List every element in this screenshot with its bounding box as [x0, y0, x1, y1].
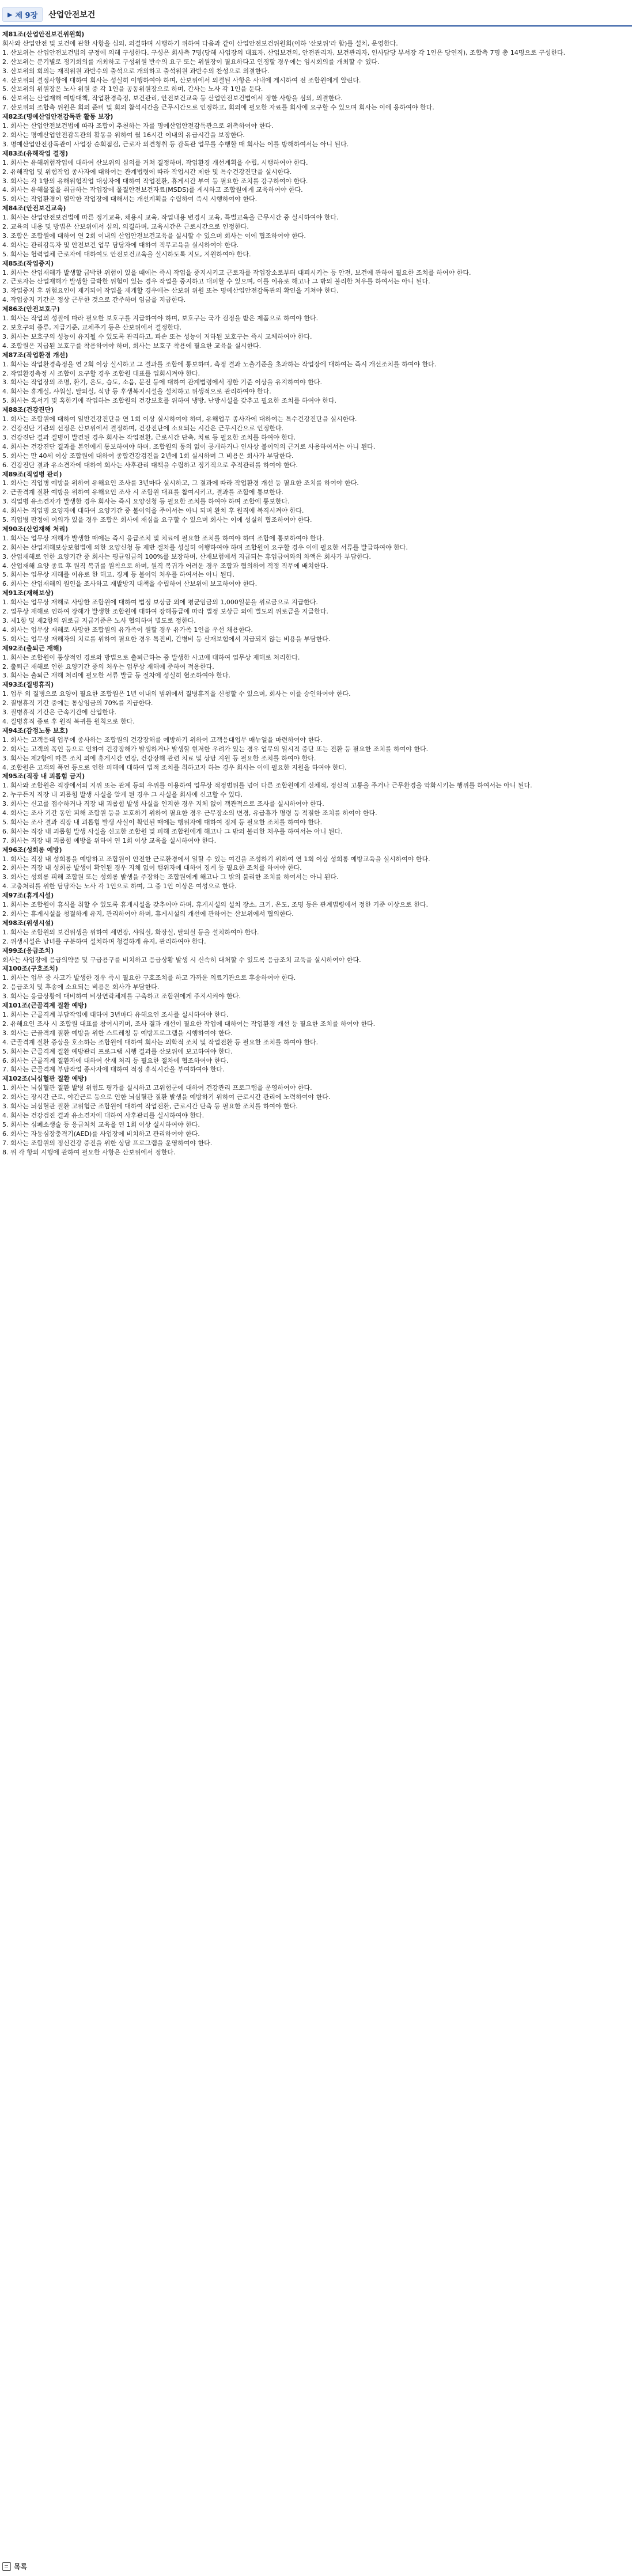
list-link[interactable]: 목록: [14, 2562, 28, 2571]
paragraph-line: 4. 산보위의 결정사항에 대하여 회사는 성실히 이행하여야 하며, 산보위에서 의결된 사항은 사내에 게시하여 전 조합원에게 알린다.: [2, 76, 361, 84]
paragraph-line: 3. 직업병 유소견자가 발생한 경우 회사는 즉시 요양신청 등 필요한 조치를 하여야 하며 조합에 통보한다.: [2, 498, 290, 506]
paragraph-line: 4. 고충처리를 위한 담당자는 노사 각 1인으로 하며, 그 중 1인 이상은 여성으로 한다.: [2, 882, 237, 891]
paragraph-line: 2. 회사는 장시간 근로, 야간근로 등으로 인한 뇌심혈관 질환 발생을 예방하기 위하여 근로시간 관리에 노력하여야 한다.: [2, 1093, 331, 1101]
article-heading: 제90조(산업재해 처리): [2, 525, 69, 533]
paragraph-line: 2. 위생시설은 남녀를 구분하여 설치하며 청결하게 유지, 관리하여야 한다.: [2, 937, 206, 945]
paragraph-line: 3. 회사는 출퇴근 재해 처리에 필요한 서류 발급 등 절차에 성실히 협조하여야 한다.: [2, 672, 230, 680]
paragraph-line: 3. 건강진단 결과 질병이 발견된 경우 회사는 작업전환, 근로시간 단축, 치료 등 필요한 조치를 하여야 한다.: [2, 433, 296, 441]
article-heading: 제81조(산업안전보건위원회): [2, 31, 85, 38]
paragraph-line: 4. 회사는 건강검진 결과 유소견자에 대하여 사후관리를 실시하여야 한다.: [2, 1111, 205, 1119]
chapter-badge: [2, 7, 43, 22]
paragraph-line: 2. 회사는 휴게시설을 청결하게 유지, 관리하여야 하며, 휴게시설의 개선에 관하여는 산보위에서 협의한다.: [2, 910, 294, 918]
paragraph-line: 1. 회사는 직장 내 성희롱을 예방하고 조합원이 안전한 근로환경에서 일할 수 있는 여건을 조성하기 위하여 연 1회 이상 성희롱 예방교육을 실시하여야 한다.: [2, 855, 430, 863]
paragraph-line: 3. 회사는 응급상황에 대비하여 비상연락체계를 구축하고 조합원에게 주지시켜야 한다.: [2, 992, 241, 1001]
paragraph-line: 2. 회사는 직장 내 성희롱 발생이 확인된 경우 지체 없이 행위자에 대하여 징계 등 필요한 조치를 하여야 한다.: [2, 864, 302, 872]
paragraph-line: 2. 근로자는 산업재해가 발생할 급박한 위험이 있는 경우 작업을 중지하고 대피할 수 있으며, 이를 이유로 해고나 그 밖의 불리한 처우를 하여서는 아니 된다.: [2, 278, 430, 286]
paragraph-line: 7. 회사는 근골격계 부담작업 종사자에 대하여 적정 휴식시간을 부여하여야 한다.: [2, 1066, 225, 1074]
paragraph-line: 1. 회사는 작업의 성질에 따라 필요한 보호구를 지급하여야 하며, 보호구는 국가 검정을 받은 제품으로 하여야 한다.: [2, 315, 319, 323]
paragraph-line: 3. 산업재해로 인한 요양기간 중 회사는 평균임금의 100%를 보장하며, 산재보험에서 지급되는 휴업급여와의 차액은 회사가 부담한다.: [2, 552, 371, 560]
article-heading: 제102조(뇌심혈관 질환 예방): [2, 1075, 87, 1083]
paragraph-line: 3. 회사는 뇌심혈관 질환 고위험군 조합원에 대하여 작업전환, 근로시간 단축 등 필요한 조치를 하여야 한다.: [2, 1103, 298, 1111]
article-heading: 제95조(직장 내 괴롭힘 금지): [2, 772, 85, 781]
paragraph-line: 4. 회사는 직업병 요양자에 대하여 요양기간 중 불이익을 주어서는 아니 되며 완치 후 원직에 복직시켜야 한다.: [2, 507, 304, 515]
paragraph-line: 2. 누구든지 직장 내 괴롭힘 발생 사실을 알게 된 경우 그 사실을 회사에 신고할 수 있다.: [2, 791, 243, 799]
paragraph-line: 1. 회사는 산업재해가 발생할 급박한 위험이 있을 때에는 즉시 작업을 중지시키고 근로자를 작업장소로부터 대피시키는 등 안전, 보건에 관하여 필요한 조치를 하여야 한다.: [2, 268, 471, 276]
chapter-number: 제 9장: [15, 11, 38, 20]
footer: [2, 2560, 27, 2573]
paragraph-line: 1. 회사는 조합원에 대하여 일반건강진단을 연 1회 이상 실시하여야 하며, 유해업무 종사자에 대하여는 특수건강진단을 실시한다.: [2, 415, 357, 423]
list-icon[interactable]: [2, 2562, 11, 2571]
paragraph-line: 6. 건강진단 결과 유소견자에 대하여 회사는 사후관리 대책을 수립하고 정기적으로 추적관리를 하여야 한다.: [2, 461, 298, 469]
paragraph-line: 1. 회사는 뇌심혈관 질환 발병 위험도 평가를 실시하고 고위험군에 대하여 건강관리 프로그램을 운영하여야 한다.: [2, 1084, 312, 1092]
article-heading: 제99조(응급조치): [2, 946, 54, 954]
article-heading: 제97조(휴게시설): [2, 892, 54, 900]
article-heading: 제93조(질병휴직): [2, 681, 54, 689]
paragraph-line: 2. 회사는 고객의 폭언 등으로 인하여 건강장해가 발생하거나 발생할 현저한 우려가 있는 경우 업무의 일시적 중단 또는 전환 등 필요한 조치를 하여야 한다.: [2, 745, 429, 753]
paragraph-line: 2. 산보위는 분기별로 정기회의를 개최하고 구성위원 반수의 요구 또는 위원장이 필요하다고 인정할 경우에는 임시회의를 개최할 수 있다.: [2, 58, 380, 66]
paragraph-line: 5. 회사는 심폐소생술 등 응급처치 교육을 연 1회 이상 실시하여야 한다.: [2, 1120, 200, 1128]
paragraph-line: 3. 회사는 보호구의 성능이 유지될 수 있도록 관리하고, 파손 또는 성능이 저하된 보호구는 즉시 교체하여야 한다.: [2, 332, 312, 340]
article-heading: 제86조(안전보호구): [2, 305, 60, 313]
paragraph-line: 6. 산보위는 산업재해 예방대책, 작업환경측정, 보건관리, 안전보건교육 등 산업안전보건법에서 정한 사항을 심의, 의결한다.: [2, 94, 343, 103]
article-heading: 제84조(안전보건교육): [2, 204, 66, 213]
paragraph-line: 4. 회사는 관리감독자 및 안전보건 업무 담당자에 대하여 직무교육을 실시하여야 한다.: [2, 241, 239, 249]
paragraph-line: 5. 회사는 근골격계 질환 예방관리 프로그램 시행 결과를 산보위에 보고하여야 한다.: [2, 1047, 233, 1055]
paragraph-line: 1. 회사는 업무 중 사고가 발생한 경우 즉시 필요한 구호조치를 하고 가까운 의료기관으로 후송하여야 한다.: [2, 974, 296, 982]
paragraph-line: 1. 회사는 산업안전보건법에 따라 조합이 추천하는 자를 명예산업안전감독관으로 위촉하여야 한다.: [2, 122, 274, 130]
paragraph-line: 1. 회사는 업무상 재해가 발생한 때에는 즉시 응급조치 및 치료에 필요한 조치를 하여야 하며 조합에 통보하여야 한다.: [2, 534, 324, 542]
paragraph-line: 1. 회사는 산업안전보건법에 따른 정기교육, 채용시 교육, 작업내용 변경시 교육, 특별교육을 근무시간 중 실시하여야 한다.: [2, 214, 339, 222]
paragraph-line: 4. 산업재해 요양 종료 후 원직 복귀를 원칙으로 하며, 원직 복귀가 어려운 경우 조합과 협의하여 적정 직무에 배치한다.: [2, 562, 328, 570]
paragraph-line: 3. 회사는 작업장의 조명, 환기, 온도, 습도, 소음, 분진 등에 대하여 관계법령에서 정한 기준 이상을 유지하여야 한다.: [2, 378, 322, 387]
paragraph-line: 3. 조합은 조합원에 대하여 연 2회 이내의 산업안전보건교육을 실시할 수 있으며 회사는 이에 협조하여야 한다.: [2, 232, 306, 240]
article-heading: 제96조(성희롱 예방): [2, 846, 62, 854]
paragraph-line: 5. 회사는 만 40세 이상 조합원에 대하여 종합건강검진을 2년에 1회 실시하며 그 비용은 회사가 부담한다.: [2, 452, 294, 460]
article-heading: 제88조(건강진단): [2, 406, 54, 414]
article-heading: 제94조(감정노동 보호): [2, 726, 69, 734]
paragraph-line: 5. 회사는 협력업체 근로자에 대하여도 안전보건교육을 실시하도록 지도, 지원하여야 한다.: [2, 250, 251, 258]
paragraph-line: 5. 회사는 작업환경이 열악한 작업장에 대해서는 개선계획을 수립하여 즉시 시행하여야 한다.: [2, 195, 258, 203]
paragraph-line: 4. 조합원은 고객의 폭언 등으로 인한 피해에 대하여 법적 조치를 취하고자 하는 경우 회사는 이에 필요한 지원을 하여야 한다.: [2, 763, 347, 771]
paragraph-line: 2. 질병휴직 기간 중에는 통상임금의 70%를 지급한다.: [2, 699, 153, 707]
paragraph-line: 3. 작업중지 후 위험요인이 제거되어 작업을 재개할 경우에는 산보위 위원 또는 명예산업안전감독관의 확인을 거쳐야 한다.: [2, 287, 339, 295]
article-heading: 제91조(재해보상): [2, 589, 54, 597]
paragraph-line: 2. 유해작업 및 위험작업 종사자에 대하여는 관계법령에 따라 작업시간 제한 및 특수건강진단을 실시한다.: [2, 168, 292, 176]
paragraph-line: 6. 회사는 근골격계 질환자에 대하여 산재 처리 등 필요한 절차에 협조하여야 한다.: [2, 1056, 229, 1065]
paragraph-line: 3. 회사는 성희롱 피해 조합원 또는 성희롱 발생을 주장하는 조합원에게 해고나 그 밖의 불리한 조치를 하여서는 아니 된다.: [2, 873, 339, 881]
paragraph-line: 3. 명예산업안전감독관이 사업장 순회점검, 근로자 의견청취 등 감독관 업무를 수행할 때 회사는 이를 방해하여서는 아니 된다.: [2, 140, 349, 148]
paragraph-line: 1. 회사는 근골격계 부담작업에 대하여 3년마다 유해요인 조사를 실시하여야 한다.: [2, 1010, 229, 1018]
paragraph-line: 2. 근골격계 질환 예방을 위하여 유해요인 조사 시 조합원 대표를 참여시키고, 결과를 조합에 통보한다.: [2, 488, 283, 497]
chapter-title: 산업안전보건: [48, 10, 96, 20]
paragraph-line: 2. 건강진단 기관의 선정은 산보위에서 결정하며, 건강진단에 소요되는 시간은 근무시간으로 인정한다.: [2, 424, 284, 432]
paragraph-line: 1. 회사는 업무상 재해로 사망한 조합원에 대하여 법정 보상금 외에 평균임금의 1,000일분을 위로금으로 지급한다.: [2, 598, 318, 607]
section-header: [0, 5, 95, 24]
paragraph-line: 1. 회사는 직업병 예방을 위하여 유해요인 조사를 3년마다 실시하고, 그 결과에 따라 작업환경 개선 등 필요한 조치를 하여야 한다.: [2, 479, 359, 487]
article-heading: 제82조(명예산업안전감독관 활동 보장): [2, 113, 113, 121]
paragraph-line: 2. 업무상 재해로 인하여 장해가 발생한 조합원에 대하여 장해등급에 따라 법정 보상금 외에 별도의 위로금을 지급한다.: [2, 608, 328, 616]
header-divider: [0, 25, 632, 26]
article-heading: 제100조(구호조치): [2, 965, 58, 973]
paragraph-line: 8. 위 각 항의 시행에 관하여 필요한 사항은 산보위에서 정한다.: [2, 1148, 176, 1156]
paragraph-line: 1. 회사는 고객응대 업무에 종사하는 조합원의 건강장해를 예방하기 위하여 고객응대업무 매뉴얼을 마련하여야 한다.: [2, 736, 323, 744]
paragraph-line: 2. 응급조치 및 후송에 소요되는 비용은 회사가 부담한다.: [2, 983, 160, 991]
document-body: [2, 30, 629, 2553]
paragraph-line: 회사는 사업장에 응급의약품 및 구급용구를 비치하고 응급상황 발생 시 신속히 대처할 수 있도록 응급조치 교육을 실시하여야 한다.: [2, 956, 361, 964]
paragraph-line: 4. 조합원은 지급된 보호구를 착용하여야 하며, 회사는 보호구 착용에 필요한 교육을 실시한다.: [2, 342, 262, 350]
triangle-bullet-icon: ▶: [7, 10, 13, 18]
paragraph-line: 2. 보호구의 종류, 지급기준, 교체주기 등은 산보위에서 결정한다.: [2, 324, 182, 331]
article-heading: 제83조(유해작업 결정): [2, 149, 69, 157]
article-heading: 제101조(근골격계 질환 예방): [2, 1002, 87, 1010]
paragraph-line: 5. 직업병 판정에 이의가 있을 경우 조합은 회사에 재심을 요구할 수 있으며 회사는 이에 성실히 협조하여야 한다.: [2, 516, 312, 524]
paragraph-line: 1. 회사와 조합원은 직장에서의 지위 또는 관계 등의 우위를 이용하여 업무상 적정범위를 넘어 다른 조합원에게 신체적, 정신적 고통을 주거나 근무환경을 악화시키는 행위를 하여서는 아니 된다.: [2, 782, 532, 790]
paragraph-line: 4. 회사는 유해물질을 취급하는 작업장에 물질안전보건자료(MSDS)를 게시하고 조합원에게 교육하여야 한다.: [2, 186, 303, 194]
paragraph-line: 1. 회사는 조합원이 휴식을 취할 수 있도록 휴게시설을 갖추어야 하며, 휴게시설의 설치 장소, 크기, 온도, 조명 등은 관계법령에서 정한 기준 이상으로 한다.: [2, 901, 428, 909]
article-heading: 제85조(작업중지): [2, 259, 54, 267]
paragraph-line: 6. 회사는 자동심장충격기(AED)를 사업장에 비치하고 관리하여야 한다.: [2, 1130, 200, 1138]
paragraph-line: 3. 회사는 근골격계 질환 예방을 위한 스트레칭 등 예방프로그램을 시행하여야 한다.: [2, 1029, 233, 1037]
article-heading: 제92조(출퇴근 재해): [2, 644, 62, 652]
paragraph-line: 3. 회사는 신고를 접수하거나 직장 내 괴롭힘 발생 사실을 인지한 경우 지체 없이 객관적으로 조사를 실시하여야 한다.: [2, 800, 324, 808]
paragraph-line: 3. 산보위의 회의는 재적위원 과반수의 출석으로 개의하고 출석위원 과반수의 찬성으로 의결한다.: [2, 67, 270, 75]
paragraph-line: 4. 회사는 휴게실, 샤워실, 탈의실, 식당 등 후생복지시설을 설치하고 위생적으로 관리하여야 한다.: [2, 388, 271, 396]
paragraph-line: 4. 회사는 건강진단 결과를 본인에게 통보하여야 하며, 조합원의 동의 없이 공개하거나 인사상 불이익의 근거로 사용하여서는 아니 된다.: [2, 442, 376, 450]
paragraph-line: 1. 회사는 작업환경측정을 연 2회 이상 실시하고 그 결과를 조합에 통보하며, 측정 결과 노출기준을 초과하는 작업장에 대하여는 즉시 개선조치를 하여야 한다.: [2, 360, 437, 368]
paragraph-line: 3. 회사는 각 1항의 유해위험작업 대상자에 대하여 작업전환, 휴게시간 부여 등 필요한 조치를 강구하여야 한다.: [2, 177, 308, 185]
paragraph-line: 2. 출퇴근 재해로 인한 요양기간 중의 처우는 업무상 재해에 준하여 적용한다.: [2, 662, 214, 670]
paragraph-line: 2. 교육의 내용 및 방법은 산보위에서 심의, 의결하며, 교육시간은 근로시간으로 인정한다.: [2, 223, 249, 231]
paragraph-line: 5. 회사는 혹서기 및 혹한기에 작업하는 조합원의 건강보호를 위하여 냉방, 난방시설을 갖추고 필요한 조치를 하여야 한다.: [2, 397, 336, 405]
paragraph-line: 1. 산보위는 산업안전보건법의 규정에 의해 구성한다. 구성은 회사측 7명(당해 사업장의 대표자, 산업보건의, 안전관리자, 보건관리자, 인사담당 부서장 각 1인은 당연직), 조합측 7명 총 14명으로 구성한다.: [2, 48, 566, 56]
paragraph-line: 7. 회사는 직장 내 괴롭힘 예방을 위하여 연 1회 이상 교육을 실시하여야 한다.: [2, 836, 217, 844]
paragraph-line: 4. 질병휴직 종료 후 원직 복귀를 원칙으로 한다.: [2, 717, 135, 725]
article-heading: 제98조(위생시설): [2, 919, 54, 927]
paragraph-line: 7. 회사는 조합원의 정신건강 증진을 위한 상담 프로그램을 운영하여야 한다.: [2, 1139, 213, 1147]
paragraph-line: 7. 산보위의 조합측 위원은 회의 준비 및 회의 참석시간을 근무시간으로 인정하고, 회의에 필요한 자료를 회사에 요구할 수 있으며 회사는 이에 응하여야 한다.: [2, 104, 434, 112]
paragraph-line: 1. 업무 외 질병으로 요양이 필요한 조합원은 1년 이내의 범위에서 질병휴직을 신청할 수 있으며, 회사는 이를 승인하여야 한다.: [2, 690, 351, 698]
paragraph-line: 5. 회사는 업무상 재해자의 치료를 위하여 필요한 경우 특진비, 간병비 등 산재보험에서 지급되지 않는 비용을 부담한다.: [2, 635, 331, 643]
paragraph-line: 5. 산보위의 위원장은 노사 위원 중 각 1인을 공동위원장으로 하며, 간사는 노사 각 1인을 둔다.: [2, 85, 263, 93]
paragraph-line: 3. 제1항 및 제2항의 위로금 지급기준은 노사 협의하여 별도로 정한다.: [2, 617, 196, 624]
paragraph-line: 6. 회사는 직장 내 괴롭힘 발생 사실을 신고한 조합원 및 피해 조합원에게 해고나 그 밖의 불리한 처우를 하여서는 아니 된다.: [2, 827, 343, 835]
paragraph-line: 4. 회사는 업무상 재해로 사망한 조합원의 유가족이 원할 경우 유가족 1인을 우선 채용한다.: [2, 626, 253, 634]
paragraph-line: 5. 회사는 업무상 재해를 이유로 한 해고, 징계 등 불이익 처우를 하여서는 아니 된다.: [2, 571, 234, 579]
paragraph-line: 1. 회사는 조합원의 보건위생을 위하여 세면장, 샤워실, 화장실, 탈의실 등을 설치하여야 한다.: [2, 928, 259, 936]
paragraph-line: 1. 회사는 유해위험작업에 대하여 산보위의 심의를 거쳐 결정하며, 작업환경 개선계획을 수립, 시행하여야 한다.: [2, 158, 308, 166]
paragraph-line: 2. 유해요인 조사 시 조합원 대표를 참여시키며, 조사 결과 개선이 필요한 작업에 대하여는 작업환경 개선 등 필요한 조치를 하여야 한다.: [2, 1020, 376, 1028]
article-heading: 제89조(직업병 관리): [2, 470, 62, 478]
paragraph-line: 3. 질병휴직 기간은 근속기간에 산입한다.: [2, 709, 116, 717]
paragraph-line: 회사와 산업안전 및 보건에 관한 사항을 심의, 의결하며 시행하기 위하여 다음과 같이 산업안전보건위원회(이하 '산보위'라 함)를 설치, 운영한다.: [2, 39, 398, 47]
paragraph-line: 4. 회사는 조사 기간 동안 피해 조합원 등을 보호하기 위하여 필요한 경우 근무장소의 변경, 유급휴가 명령 등 적절한 조치를 하여야 한다.: [2, 809, 377, 817]
paragraph-line: 2. 회사는 명예산업안전감독관의 활동을 위하여 월 16시간 이내의 유급시간을 보장한다.: [2, 131, 245, 139]
article-heading: 제87조(작업환경 개선): [2, 351, 69, 359]
paragraph-line: 2. 작업환경측정 시 조합이 요구할 경우 조합원 대표를 입회시켜야 한다.: [2, 369, 200, 377]
paragraph-line: 3. 회사는 제2항에 따른 조치 외에 휴게시간 연장, 건강장해 관련 치료 및 상담 지원 등 필요한 조치를 하여야 한다.: [2, 754, 316, 762]
paragraph-line: 1. 회사는 조합원이 통상적인 경로와 방법으로 출퇴근하는 중 발생한 사고에 대하여 업무상 재해로 처리한다.: [2, 653, 300, 661]
paragraph-line: 6. 회사는 산업재해의 원인을 조사하고 재발방지 대책을 수립하여 산보위에 보고하여야 한다.: [2, 580, 258, 588]
paragraph-line: 4. 근골격계 질환 증상을 호소하는 조합원에 대하여 회사는 의학적 조치 및 작업전환 등 필요한 조치를 하여야 한다.: [2, 1038, 319, 1046]
paragraph-line: 4. 작업중지 기간은 정상 근무한 것으로 간주하며 임금을 지급한다.: [2, 296, 186, 304]
paragraph-line: 2. 회사는 산업재해보상보험법에 의한 요양신청 등 제반 절차를 성실히 이행하여야 하며 조합원이 요구할 경우 이에 필요한 서류를 발급하여야 한다.: [2, 543, 408, 551]
paragraph-line: 5. 회사는 조사 결과 직장 내 괴롭힘 발생 사실이 확인된 때에는 행위자에 대하여 징계 등 필요한 조치를 하여야 한다.: [2, 818, 323, 826]
